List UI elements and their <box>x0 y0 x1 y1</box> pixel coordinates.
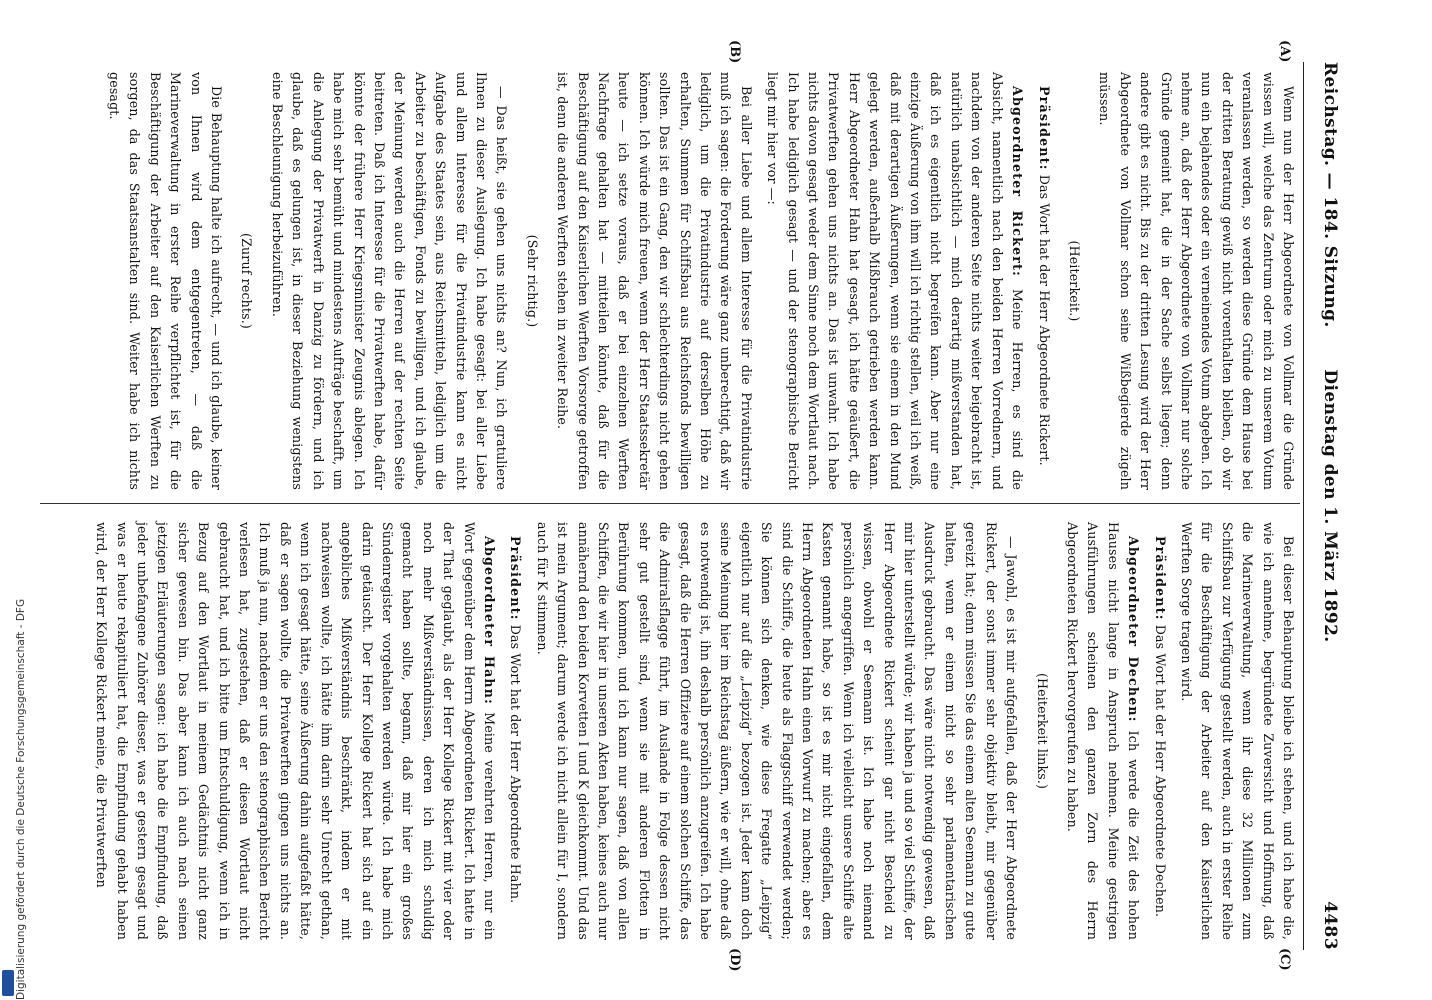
speaker-name: Präsident: <box>508 536 524 621</box>
stage-direction: (Heiterkeit.) <box>1066 240 1082 322</box>
right-column <box>85 522 1298 940</box>
speech-paragraph <box>1149 522 1169 940</box>
speaker-name: Abgeordneter Hahn: <box>481 536 497 705</box>
header-rule <box>1303 62 1304 950</box>
running-head <box>1312 62 1340 950</box>
body-paragraph: — Das heißt, sie gehen uns nichts an? Nun, ich gratuliere Ihnen zu dieser Auslegung. Ich habe gesagt: bei aller Liebe und allem Interesse für die Privatindustrie kann es nicht Aufgabe des Staates sein, aus Reichsmitteln, lediglich um die Arbeiter zu beschäftigen, Fonds zu bewilligen, und ich glaube, der Meinung werden auch die Herren auf der rechten Seite beitreten. Daß ich Interesse für die Privatwerften habe, dafür könnte der frühere Herr Kriegsminister Zeugnis ablegen. Ich habe mich sehr bemüht und mindestens Aufträge beschafft, um die Anlegung der Privatwerft in Danzig zu fördern, und ich glaube, daß es gelungen ist, in dieser Beziehung wenigstens eine Beschleunigung herbeizuführen. <box>269 72 510 490</box>
margin-mark-a: (A) <box>1277 40 1292 63</box>
margin-mark-c: (C) <box>1277 948 1292 971</box>
speaker-name: Abgeordneter Dechen: <box>1126 536 1142 723</box>
speech-text: Das Wort hat der Herr Abgeordnete Dechen. <box>1152 624 1168 918</box>
speaker-name: Präsident: <box>1036 86 1052 171</box>
left-column <box>98 72 1298 490</box>
body-paragraph: — Jawohl, es ist mir aufgefallen, daß der Herr Abgeordnete Rickert, der sonst immer sehr objektiv bleibt, mir gegenüber gereizt hat; denn müssen Sie das einem alten Seemann zu gute halten, wenn er einem nicht so sehr parlamentarischen Ausdruck gebraucht. Das wäre nicht notwendig gewesen, daß mir hier unterstellt würde; wir haben ja und so viel Schiffe, der Herr Abgeordnete Rickert scheint gar nicht Bescheid zu wissen, obwohl er Seemann ist. Ich habe noch niemand persönlich angegriffen. Wenn ich vielleicht unsere Schiffe alte Kasten genannt habe, so ist es mir nicht eingefallen, dem Herrn Abgeordneten Hahn einen Vorwurf zu machen; aber es sind die Schiffe, die heute als Flaggschiff verwendet werden; Sie können sich denken, wie diese Fregatte „Leipzig“ eigentlich nur auf die „Leipzig“ bezogen ist. Jeder kann doch seine Meinung hier im Reichstag äußern, wie er will, ohne daß es notwendig ist, ihn deshalb persönlich anzugreifen. Ich habe gesagt, daß die Herren Offiziere auf einem solchen Schiffe, das die Admiralsflagge führt, im Auslande in Folge dessen nicht sehr gut gestellt sind, wenn sie mit anderen Flotten in Berührung kommen, und ich kann nur sagen, daß von allen Schiffen, die wir hier in unseren Akten haben, keines auch nur annähernd den beiden Korvetten I und K gleichkommt. Und das ist mein Argument; darum werde ich nicht allein für I, sondern auch für K stimmen. <box>534 522 1020 940</box>
body-paragraph: Wenn nun der Herr Abgeordnete von Vollmar die Gründe wissen will, welche das Zentrum oder mich zu unserem Votum veranlassen werden, so werden diese Gründe dem Hause bei der dritten Beratung gewiß nicht vorenthalten bleiben, ob wir nun ein bejahendes oder ein verneinendes Votum abgeben. Ich nehme an, daß der Herr Abgeordnete von Vollmar nur solche Gründe gemeint hat, die in der Sache selbst liegen; denn andere gibt es nicht. Bis zu der dritten Lesung wird der Herr Abgeordnete von Vollmar schon seine Wißbegierde zügeln müssen. <box>1097 72 1296 490</box>
speech-paragraph <box>91 522 499 940</box>
speech-text: Ich werde die Zeit des hohen Hauses nicht lange in Anspruch nehmen. Meine gestrigen Ausführungen scheinen den ganzen Zorn des Herrn Abgeordneten Rickert hervorgerufen zu haben. <box>1064 522 1142 940</box>
stage-direction: (Sehr richtig.) <box>524 234 540 328</box>
speech-text: Meine Herren, es sind die Absicht, namentlich nach den beiden Herren Vorrednern, und nachdem von der anderen Seite nichts weiter beigebracht ist, natürlich unabsichtlich — mich derartig mißverstanden hat, daß ich es eigentlich nicht begreifen kann. Aber nur eine einzige Äußerung von ihm will ich richtig stellen, weil ich weiß, daß mit derartigen Äußerungen, wenn sie einem in den Mund gelegt werden, außerhalb Mißbrauch getrieben werden kann. Herr Abgeordneter Hahn hat gesagt, ich hätte geäußert, die Privatwerften gehen uns nichts an. Das ist unwahr. Ich habe nichts davon gesagt weder dem Sinne noch dem Wortlaut nach. Ich habe lediglich gesagt — und der stenographische Bericht liegt mir hier vor —: <box>765 72 1026 491</box>
speech-paragraph <box>1033 72 1053 490</box>
stage-direction: (Zuruf rechts.) <box>239 233 255 329</box>
speech-paragraph <box>1062 522 1144 940</box>
margin-mark-d: (D) <box>727 948 742 972</box>
speaker-name: Präsident: <box>1152 536 1168 621</box>
stage-direction: (Heiterkeit links.) <box>1034 672 1050 790</box>
speech-paragraph <box>505 522 525 940</box>
margin-mark-b: (B) <box>727 40 742 64</box>
speech-text: Das Wort hat der Herr Abgeordnete Rickert. <box>1036 174 1052 466</box>
dfg-logo <box>2 970 14 996</box>
running-head-left: Reichstag. — 184. Sitzung. <box>1320 62 1340 328</box>
speaker-name: Abgeordneter Rickert: <box>1010 86 1026 278</box>
speech-paragraph <box>762 72 1027 490</box>
page-number: 4483 <box>1320 901 1340 950</box>
speech-text: Das Wort hat der Herr Abgeordnete Hahn. <box>508 624 524 904</box>
body-paragraph: Bei aller Liebe und allem Interesse für die Privatindustrie muß ich sagen: die Forderung wäre ganz unberechtigt, daß wir lediglich, um die Privatindustrie auf derselben Höhe zu erhalten, Summen für Schiffsbau aus Reichsfonds bewilligen sollten. Das ist ein Gang, den wir schlechterdings nicht gehen können. Ich würde mich freuen, wenn der Herr Staatssekretär heute — ich setze voraus, daß er bei einzelnen Werften Nachfrage gehalten hat — mitteilen könnte, daß für die Beschäftigung auf den Kaiserlichen Werften Vorsorge getroffen ist, denn die anderen Werften stehen in zweiter Reihe. <box>555 72 754 490</box>
body-paragraph: Bei dieser Behauptung bleibe ich stehen, und ich habe die, wie ich annehme, begründete Zuversicht und Hoffnung, daß die Marineverwaltung, wenn ihr diese 32 Millionen zum Schiffsbau zur Verfügung gestellt werden, auch in erster Reihe für die Beschäftigung der Arbeiter auf den Kaiserlichen Werften Sorge tragen wird. <box>1178 522 1296 940</box>
body-paragraph: Die Behauptung halte ich aufrecht, — und ich glaube, keiner von Ihnen wird dem entgegentreten, — daß die Marineverwaltung in erster Reihe verpflichtet ist, für die Beschäftigung der Arbeiter auf den Kaiserlichen Werften zu sorgen, da das Staatsanstalten sind. Weiter habe ich nichts gesagt. <box>107 72 225 490</box>
running-head-date: Dienstag den 1. März 1892. <box>1320 369 1340 643</box>
digitization-credit: Digitalisierung gefördert durch die Deutsche Forschungsgemeinschaft - DFG <box>15 598 27 1000</box>
column-divider <box>40 503 1300 504</box>
speech-text: Meine verehrten Herren, nur ein Wort gegenüber dem Herrn Abgeordneten Rickert. Ich hatte in der That geglaubt, als der Herr Kollege Rickert mit vier oder noch mehr Mißverständnissen, deren ich mich schuldig gemacht haben sollte, begann, daß mir hier ein großes Sündenregister vorgehalten werden würde. Ich habe mich darin getäuscht. Der Herr Kollege Rickert hat sich auf ein angebliches Mißverständnis beschränkt, indem er mit nachweisen wollte, ich hätte ihm darin sehr Unrecht gethan, wenn ich gesagt hätte, seine Äußerung dahin aufgefaßt hätte, daß er sagen wollte, die Privatwerften gingen uns nichts an. Ich muß ja nun, nachdem er uns den stenographischen Bericht verlesen hat, zugestehen, daß er diesen Wortlaut nicht gebraucht hat, und ich bitte um Entschuldigung, wenn ich in Bezug auf den Wortlaut in meinem Gedächtnis nicht ganz sicher gewesen bin. Das aber kann ich auch nach seinen jetzigen Erläuterungen sagen: ich habe die Empfindung, daß jeder unbefangene Zuhörer dieser, was er gestern gesagt und was er heute rekapituliert hat, die Empfindung gehabt haben wird, der Herr Kollege Rickert meine, die Privatwerften <box>94 522 497 941</box>
